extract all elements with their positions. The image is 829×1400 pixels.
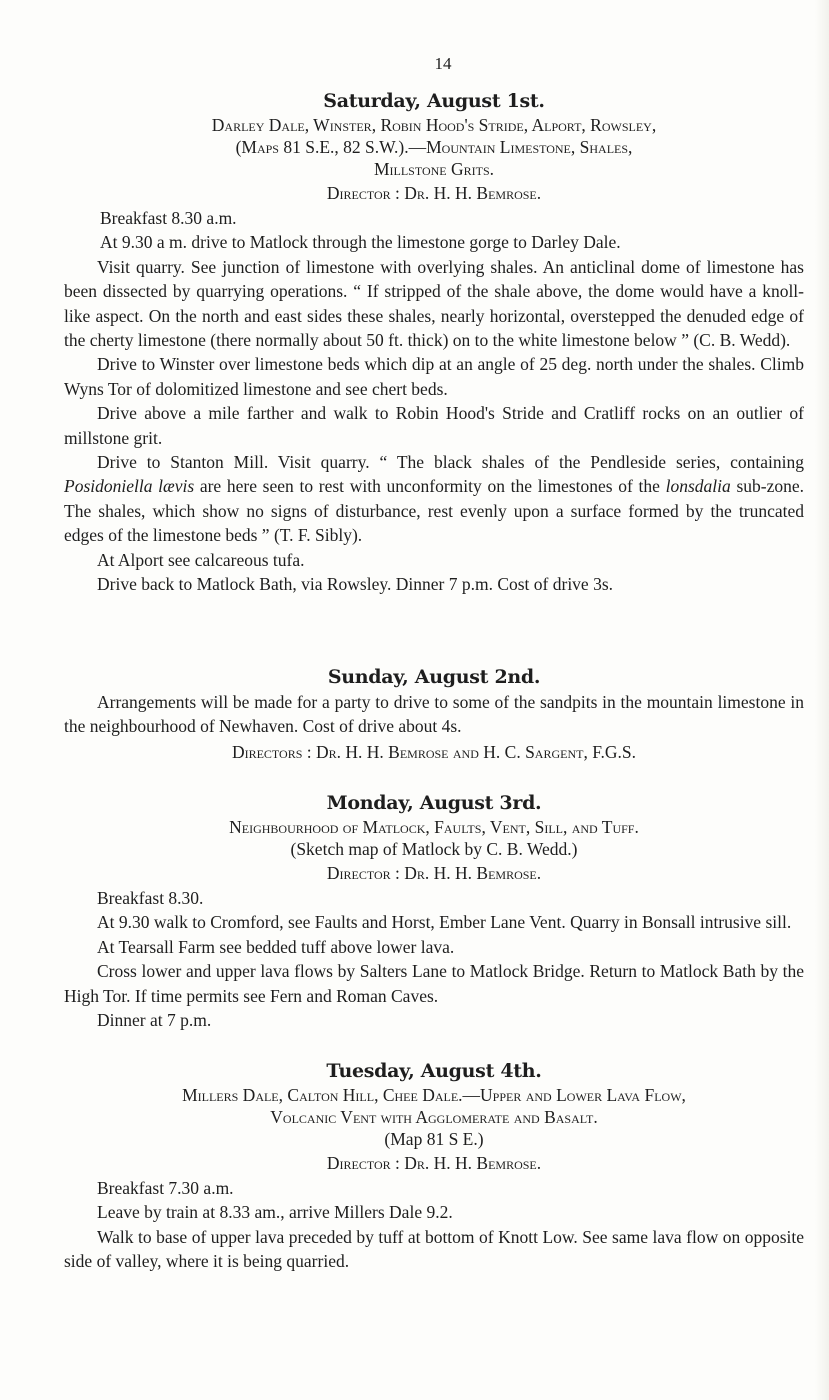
paragraph: Dinner at 7 p.m. — [97, 1010, 212, 1031]
paragraph: At Alport see calcareous tufa. — [97, 549, 305, 570]
route-line: Darley Dale, Winster, Robin Hood's Stride, Alport, Rowsley, — [211, 115, 657, 135]
subzone-name: lonsdalia — [665, 476, 731, 497]
page-edge-shadow — [815, 0, 829, 1400]
text-run: Drive to Stanton Mill. Visit quarry. “ The black shales of the Pendleside series, containing — [97, 452, 804, 473]
route-line: Millstone Grits. — [373, 159, 495, 179]
paragraph: Cross lower and upper lava flows by Salters Lane to Matlock Bridge. Return to Matlock Bath by the High Tor. If time permits see Fern and Roman Caves. — [64, 961, 804, 1006]
section-heading: Sunday, August 2nd. — [327, 666, 541, 688]
section-heading: Monday, August 3rd. — [326, 792, 542, 814]
paragraph: Drive back to Matlock Bath, via Rowsley. Dinner 7 p.m. Cost of drive 3s. — [97, 574, 614, 595]
paragraph: Breakfast 8.30. — [97, 888, 204, 908]
paragraph: Leave by train at 8.33 am., arrive Millers Dale 9.2. — [97, 1202, 453, 1223]
route-line: (Sketch map of Matlock by C. B. Wedd.) — [290, 839, 578, 859]
text-run: sub-zone. The shales, which show no signs of disturbance, rest evenly upon a surface formed by the truncated edges of the limestone beds ” (T. F. Sibly). — [64, 476, 804, 546]
paragraph: Drive above a mile farther and walk to Robin Hood's Stride and Cratliff rocks on an outlier of millstone grit. — [64, 403, 804, 448]
route-line: Neighbourhood of Matlock, Faults, Vent, Sill, and Tuff. — [229, 817, 639, 837]
page-number: 14 — [434, 54, 452, 73]
section-heading: Tuesday, August 4th. — [326, 1060, 542, 1082]
paragraph: Drive to Winster over limestone beds which dip at an angle of 25 deg. north under the shales. Climb Wyns Tor of dolomitized limestone and see chert beds. — [64, 354, 804, 399]
paragraph: At 9.30 a m. drive to Matlock through the limestone gorge to Darley Dale. — [100, 232, 621, 253]
paragraph: At 9.30 walk to Cromford, see Faults and Horst, Ember Lane Vent. Quarry in Bonsall intrusive sill. — [97, 912, 792, 933]
species-name: Posidoniella lævis — [64, 476, 195, 497]
section-heading: Saturday, August 1st. — [323, 90, 545, 112]
paragraph: Breakfast 7.30 a.m. — [97, 1178, 234, 1198]
director-line: Director : Dr. H. H. Bemrose. — [326, 183, 542, 203]
section-tuesday — [64, 1058, 804, 1274]
director-line: Directors : Dr. H. H. Bemrose and H. C. Sargent, F.G.S. — [231, 741, 637, 762]
section-monday — [64, 790, 804, 1032]
section-saturday — [64, 88, 804, 597]
route-line: Volcanic Vent with Agglomerate and Basalt. — [270, 1107, 598, 1127]
text-run: are here seen to rest with unconformity on the limestones of the — [194, 476, 666, 497]
paragraph: At Tearsall Farm see bedded tuff above lower lava. — [97, 936, 455, 957]
route-line: Millers Dale, Calton Hill, Chee Dale.—Upper and Lower Lava Flow, — [182, 1085, 686, 1105]
paragraph: Breakfast 8.30 a.m. — [100, 208, 237, 228]
route-line: (Map 81 S E.) — [384, 1129, 484, 1149]
director-line: Director : Dr. H. H. Bemrose. — [326, 863, 542, 883]
paragraph — [64, 450, 804, 548]
route-line: (Maps 81 S.E., 82 S.W.).—Mountain Limestone, Shales, — [235, 137, 633, 157]
paragraph: Visit quarry. See junction of limestone with overlying shales. An anticlinal dome of limestone has been dissected by quarrying operations. “ If stripped of the shale above, the dome would have a knoll-like aspect. On the north and east sides these shales, nearly horizontal, overstepped the denuded edge of the cherty limestone (there normally about 50 ft. thick) on to the white limestone below ” (C. B. Wedd). — [64, 256, 804, 351]
paragraph: Arrangements will be made for a party to drive to some of the sandpits in the mountain limestone in the neighbourhood of Newhaven. Cost of drive about 4s. — [64, 692, 804, 737]
section-sunday — [64, 664, 804, 765]
paragraph: Walk to base of upper lava preceded by tuff at bottom of Knott Low. See same lava flow on opposite side of valley, where it is being quarried. — [64, 1226, 804, 1272]
director-line: Director : Dr. H. H. Bemrose. — [326, 1153, 542, 1173]
